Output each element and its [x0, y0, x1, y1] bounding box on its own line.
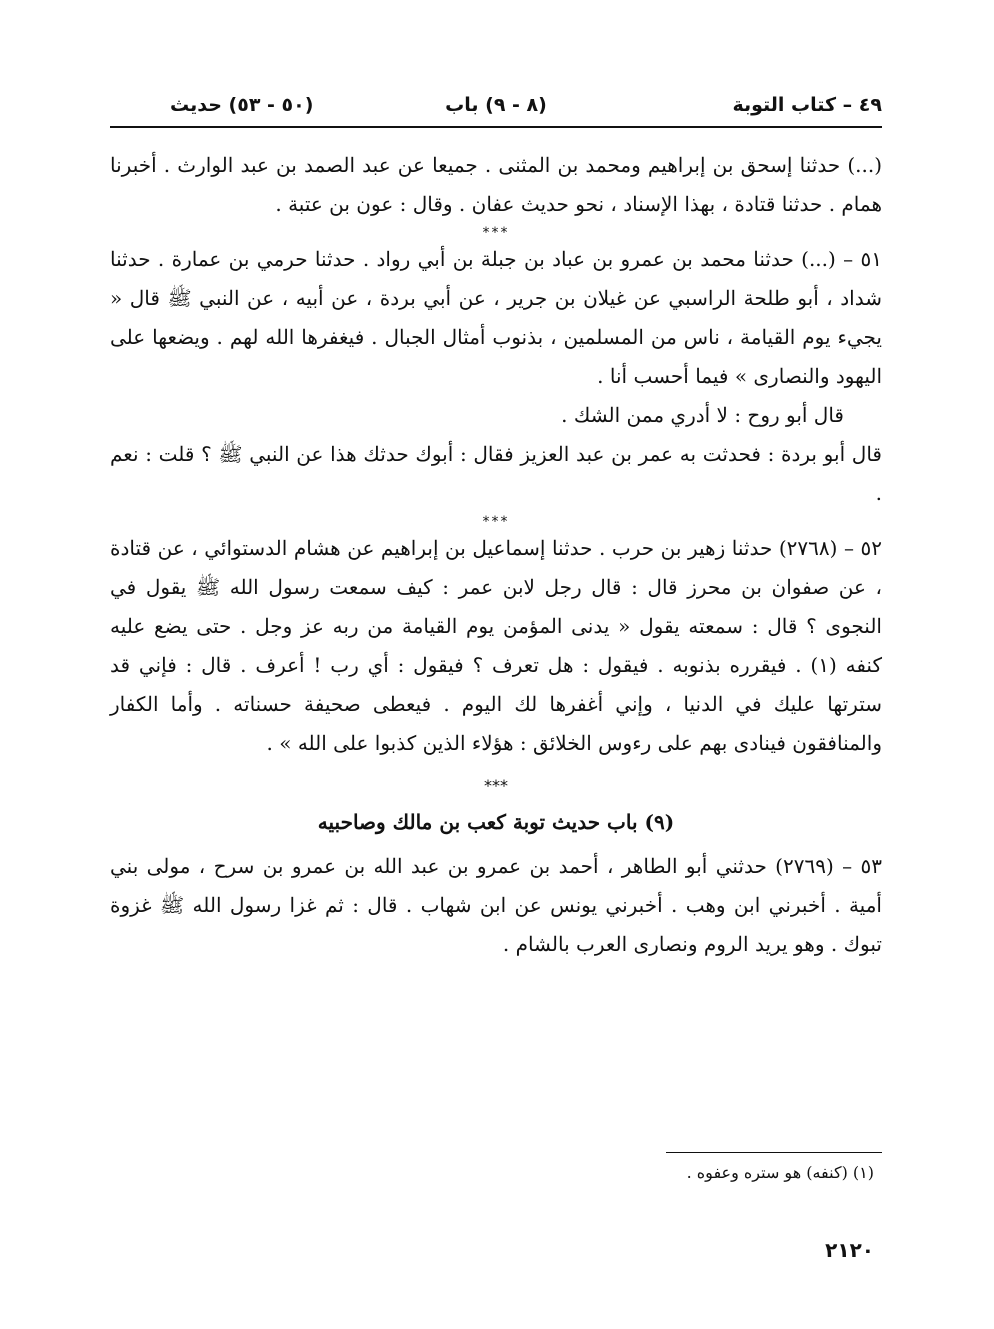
separator-stars-2: ***: [482, 514, 510, 530]
paragraph-1: (...) حدثنا إسحق بن إبراهيم ومحمد بن المثنى . جميعا عن عبد الصمد بن عبد الوارث . أخبرنا همام . حدثنا قتادة ، بهذا الإسناد ، نحو حديث عفان . وقال : عون بن عتبة .: [110, 153, 882, 216]
header-divider: [110, 126, 882, 128]
separator-stars-1: ***: [482, 225, 510, 241]
separator-stars-3: ***: [484, 776, 508, 795]
footnote: (١) (كنفه) هو ستره وعفوه .: [686, 1163, 874, 1182]
header-chapter-range: (٨ - ٩) باب: [445, 94, 547, 116]
paragraph-hadith-53: ٥٣ – (٢٧٦٩) حدثني أبو الطاهر ، أحمد بن عمرو بن عبد الله بن عمرو بن سرح ، مولى بني أمية . أخبرني ابن وهب . أخبرني يونس عن ابن شهاب . قال : ثم غزا رسول الله ﷺ غزوة تبوك . وهو يريد الروم ونصارى العرب بالشام .: [110, 854, 882, 956]
header-book-title: ٤٩ – كتاب التوبة: [732, 94, 882, 116]
main-text: [110, 146, 882, 964]
footnote-divider: [666, 1152, 882, 1153]
paragraph-abu-burda: قال أبو بردة : فحدثت به عمر بن عبد العزيز فقال : أبوك حدثك هذا عن النبي ﷺ ؟ قلت : نعم .: [110, 442, 882, 505]
document-page: [110, 0, 882, 1329]
header-hadith-range: (٥٠ - ٥٣) حديث: [170, 94, 314, 116]
paragraph-hadith-51: ٥١ – (...) حدثنا محمد بن عمرو بن عباد بن جبلة بن أبي رواد . حدثنا حرمي بن عمارة . حدثنا شداد ، أبو طلحة الراسبي عن غيلان بن جرير ، عن أبي بردة ، عن أبيه ، عن النبي ﷺ قال « يجيء يوم القيامة ، ناس من المسلمين ، بذنوب أمثال الجبال . فيغفرها الله لهم . ويضعها على اليهود والنصارى » فيما أحسب أنا .: [110, 247, 882, 388]
page-number: ٢١٢٠: [825, 1238, 874, 1262]
paragraph-abu-rawh: قال أبو روح : لا أدري ممن الشك .: [561, 403, 844, 427]
paragraph-hadith-52: ٥٢ – (٢٧٦٨) حدثنا زهير بن حرب . حدثنا إسماعيل بن إبراهيم عن هشام الدستوائي ، عن قتادة ، عن صفوان بن محرز قال : قال رجل لابن عمر : كيف سمعت رسول الله ﷺ يقول في النجوى ؟ قال : سمعته يقول « يدنى المؤمن يوم القيامة من ربه عز وجل . حتى يضع عليه كنفه (١) . فيقرره بذنوبه . فيقول : هل تعرف ؟ فيقول : أي رب ! أعرف . قال : فإني قد سترتها عليك في الدنيا ، وإني أغفرها لك اليوم . فيعطى صحيفة حسناته . وأما الكفار والمنافقون فينادى بهم على رءوس الخلائق : هؤلاء الذين كذبوا على الله » .: [110, 536, 882, 755]
running-header: [110, 88, 882, 124]
chapter-title: (٩) باب حديث توبة كعب بن مالك وصاحبيه: [317, 810, 675, 834]
